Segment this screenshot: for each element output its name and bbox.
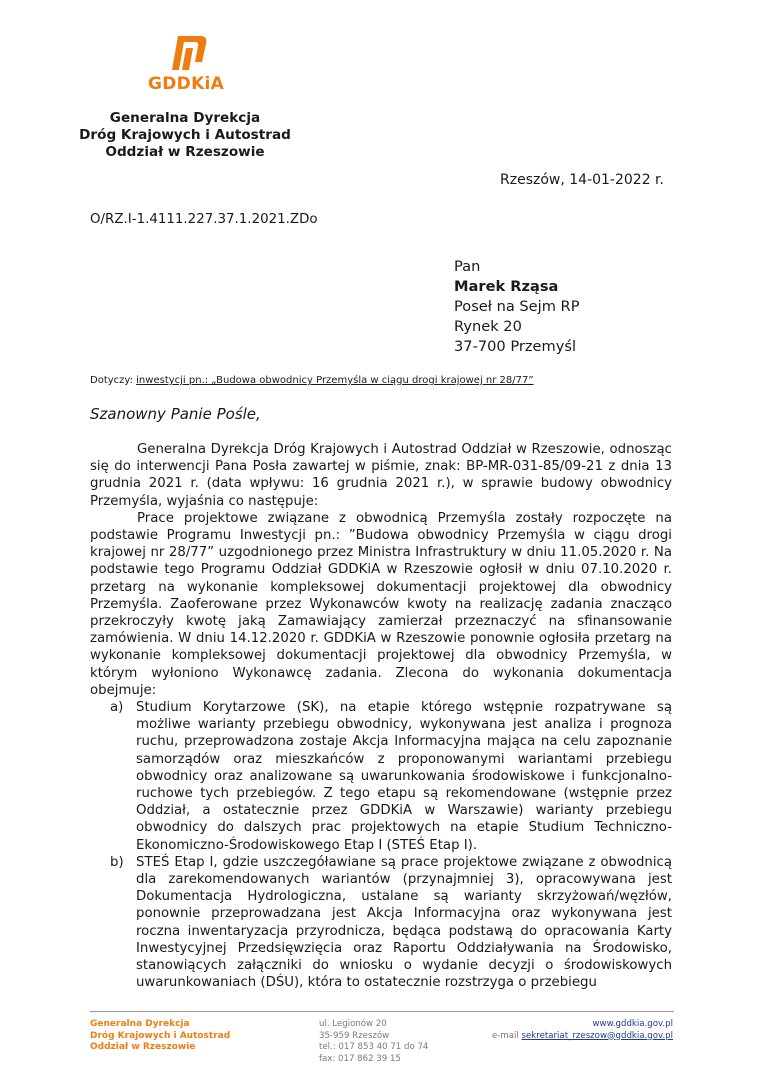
gddkia-logo <box>148 32 225 96</box>
footer-website-link[interactable]: www.gddkia.gov.pl <box>592 1019 673 1029</box>
salutation: Szanowny Panie Pośle, <box>90 405 261 423</box>
recipient-title: Poseł na Sejm RP <box>454 298 580 315</box>
scope-list <box>90 699 672 991</box>
recipient-city: 37-700 Przemyśl <box>454 338 577 355</box>
letter-body <box>90 441 672 992</box>
org-line: Dróg Krajowych i Autostrad <box>79 127 291 143</box>
footer-email-link[interactable]: sekretariat_rzeszow@gddkia.gov.pl <box>521 1030 673 1041</box>
list-item-text: STEŚ Etap I, gdzie uszczegóławiane są prace projektowe związane z obwodnicą dla zarekomendowanych wariantów (przynajmniej 3), opracowywana jest Dokumentacja Hydrologiczna, ustalane są warianty skrzyżowań/węzłów, ponownie przeprowadzana jest Akcja Informacyjna oraz wykonywana jest roczna inwentaryzacja przyrodnicza, będąca podstawą do opracowania Karty Inwestycyjnej Przedsięwzięcia oraz Raportu Oddziaływania na Środowisko, stanowiących załączniki do wniosku o wydanie decyzji o środowiskowych uwarunkowaniach (DŚU), która to ostatecznie rozstrzyga o przebiegu <box>136 854 672 991</box>
recipient-salutation: Pan <box>454 258 481 275</box>
footer-phone: tel.: 017 853 40 71 do 74 <box>319 1042 429 1052</box>
subject-prefix: Dotyczy: <box>90 375 137 386</box>
org-line: Oddział w Rzeszowie <box>105 144 265 160</box>
list-item-text: Studium Korytarzowe (SK), na etapie którego wstępnie rozpatrywane są możliwe warianty przebiegu obwodnicy, wykonywana jest analiza i prognoza ruchu, przeprowadzona zostaje Akcja Informacyjna mająca na celu zapoznanie samorządów oraz mieszkańców z proponowanymi wariantami przebiegu obwodnicy oraz analizowane są uwarunkowania środowiskowe i funkcjonalno-ruchowe tych przebiegów. Z tego etapu są rekomendowane (wstępnie przez Oddział, a ostatecznie przez GDDKiA w Warszawie) warianty przebiegu obwodnicy do dalszych prac projektowych na etapie Studium Techniczno-Ekonomiczno-Środowiskowego Etap I (STEŚ Etap I). <box>136 700 672 853</box>
letter-date: Rzeszów, 14-01-2022 r. <box>500 172 664 188</box>
footer-org-line: Oddział w Rzeszowie <box>90 1042 196 1052</box>
footer-address-line: ul. Legionów 20 <box>319 1019 387 1029</box>
organization-header <box>60 110 310 161</box>
recipient-name: Marek Rząsa <box>454 278 559 295</box>
subject-text: inwestycji pn.: „Budowa obwodnicy Przemyśla w ciągu drogi krajowej nr 28/77” <box>136 375 534 386</box>
road-arrow-logo-icon <box>148 32 218 76</box>
footer-divider <box>90 1011 674 1012</box>
body-paragraph: Prace projektowe związane z obwodnicą Przemyśla zostały rozpoczęte na podstawie Programu Inwestycji pn.: ”Budowa obwodnicy Przemyśla w ciągu drogi krajowej nr 28/77” uzgodnionego przez Ministra Infrastruktury w dniu 11.05.2020 r. Na podstawie tego Programu Oddział GDDKiA w Rzeszowie ogłosił w dniu 07.10.2020 r. przetarg na wykonanie kompleksowej dokumentacji projektowej dla obwodnicy Przemyśla. Zaoferowane przez Wykonawców kwoty na realizację zadania znacząco przekroczyły kwotę jaką Zamawiający zamierzał przeznaczyć na sfinansowanie zamówienia. W dniu 14.12.2020 r. GDDKiA w Rzeszowie ponownie ogłosiła przetarg na wykonanie kompleksowej dokumentacji projektowej dla obwodnicy Przemyśla, w którym wyłoniono Wykonawcę zadania. Zlecona do wykonania dokumentacja obejmuje: <box>90 510 672 698</box>
list-marker: b) <box>110 854 124 870</box>
footer-org-line: Generalna Dyrekcja <box>90 1019 190 1029</box>
list-item <box>90 854 672 992</box>
recipient-address <box>454 257 580 357</box>
org-line: Generalna Dyrekcja <box>109 110 261 126</box>
list-marker: a) <box>110 700 124 716</box>
footer-address-line: 35-959 Rzeszów <box>319 1030 390 1041</box>
footer-email-label: e-mail <box>491 1030 522 1041</box>
footer-org-line: Dróg Krajowych i Autostrad <box>90 1030 231 1041</box>
reference-number: O/RZ.I-1.4111.227.37.1.2021.ZDo <box>90 212 318 227</box>
subject-line <box>90 375 534 386</box>
logo-text: GDDKiA <box>148 74 225 94</box>
footer-contact <box>492 1019 673 1042</box>
recipient-street: Rynek 20 <box>454 318 522 335</box>
footer-address <box>319 1019 428 1065</box>
footer-fax: fax: 017 862 39 15 <box>319 1053 401 1064</box>
footer-organization <box>90 1019 230 1054</box>
body-paragraph: Generalna Dyrekcja Dróg Krajowych i Autostrad Oddział w Rzeszowie, odnosząc się do interwencji Pana Posła zawartej w piśmie, znak: BP-MR-031-85/09-21 z dnia 13 grudnia 2021 r. (data wpływu: 16 grudnia 2021 r.), w sprawie budowy obwodnicy Przemyśla, wyjaśnia co następuje: <box>90 442 672 509</box>
list-item <box>90 699 672 854</box>
